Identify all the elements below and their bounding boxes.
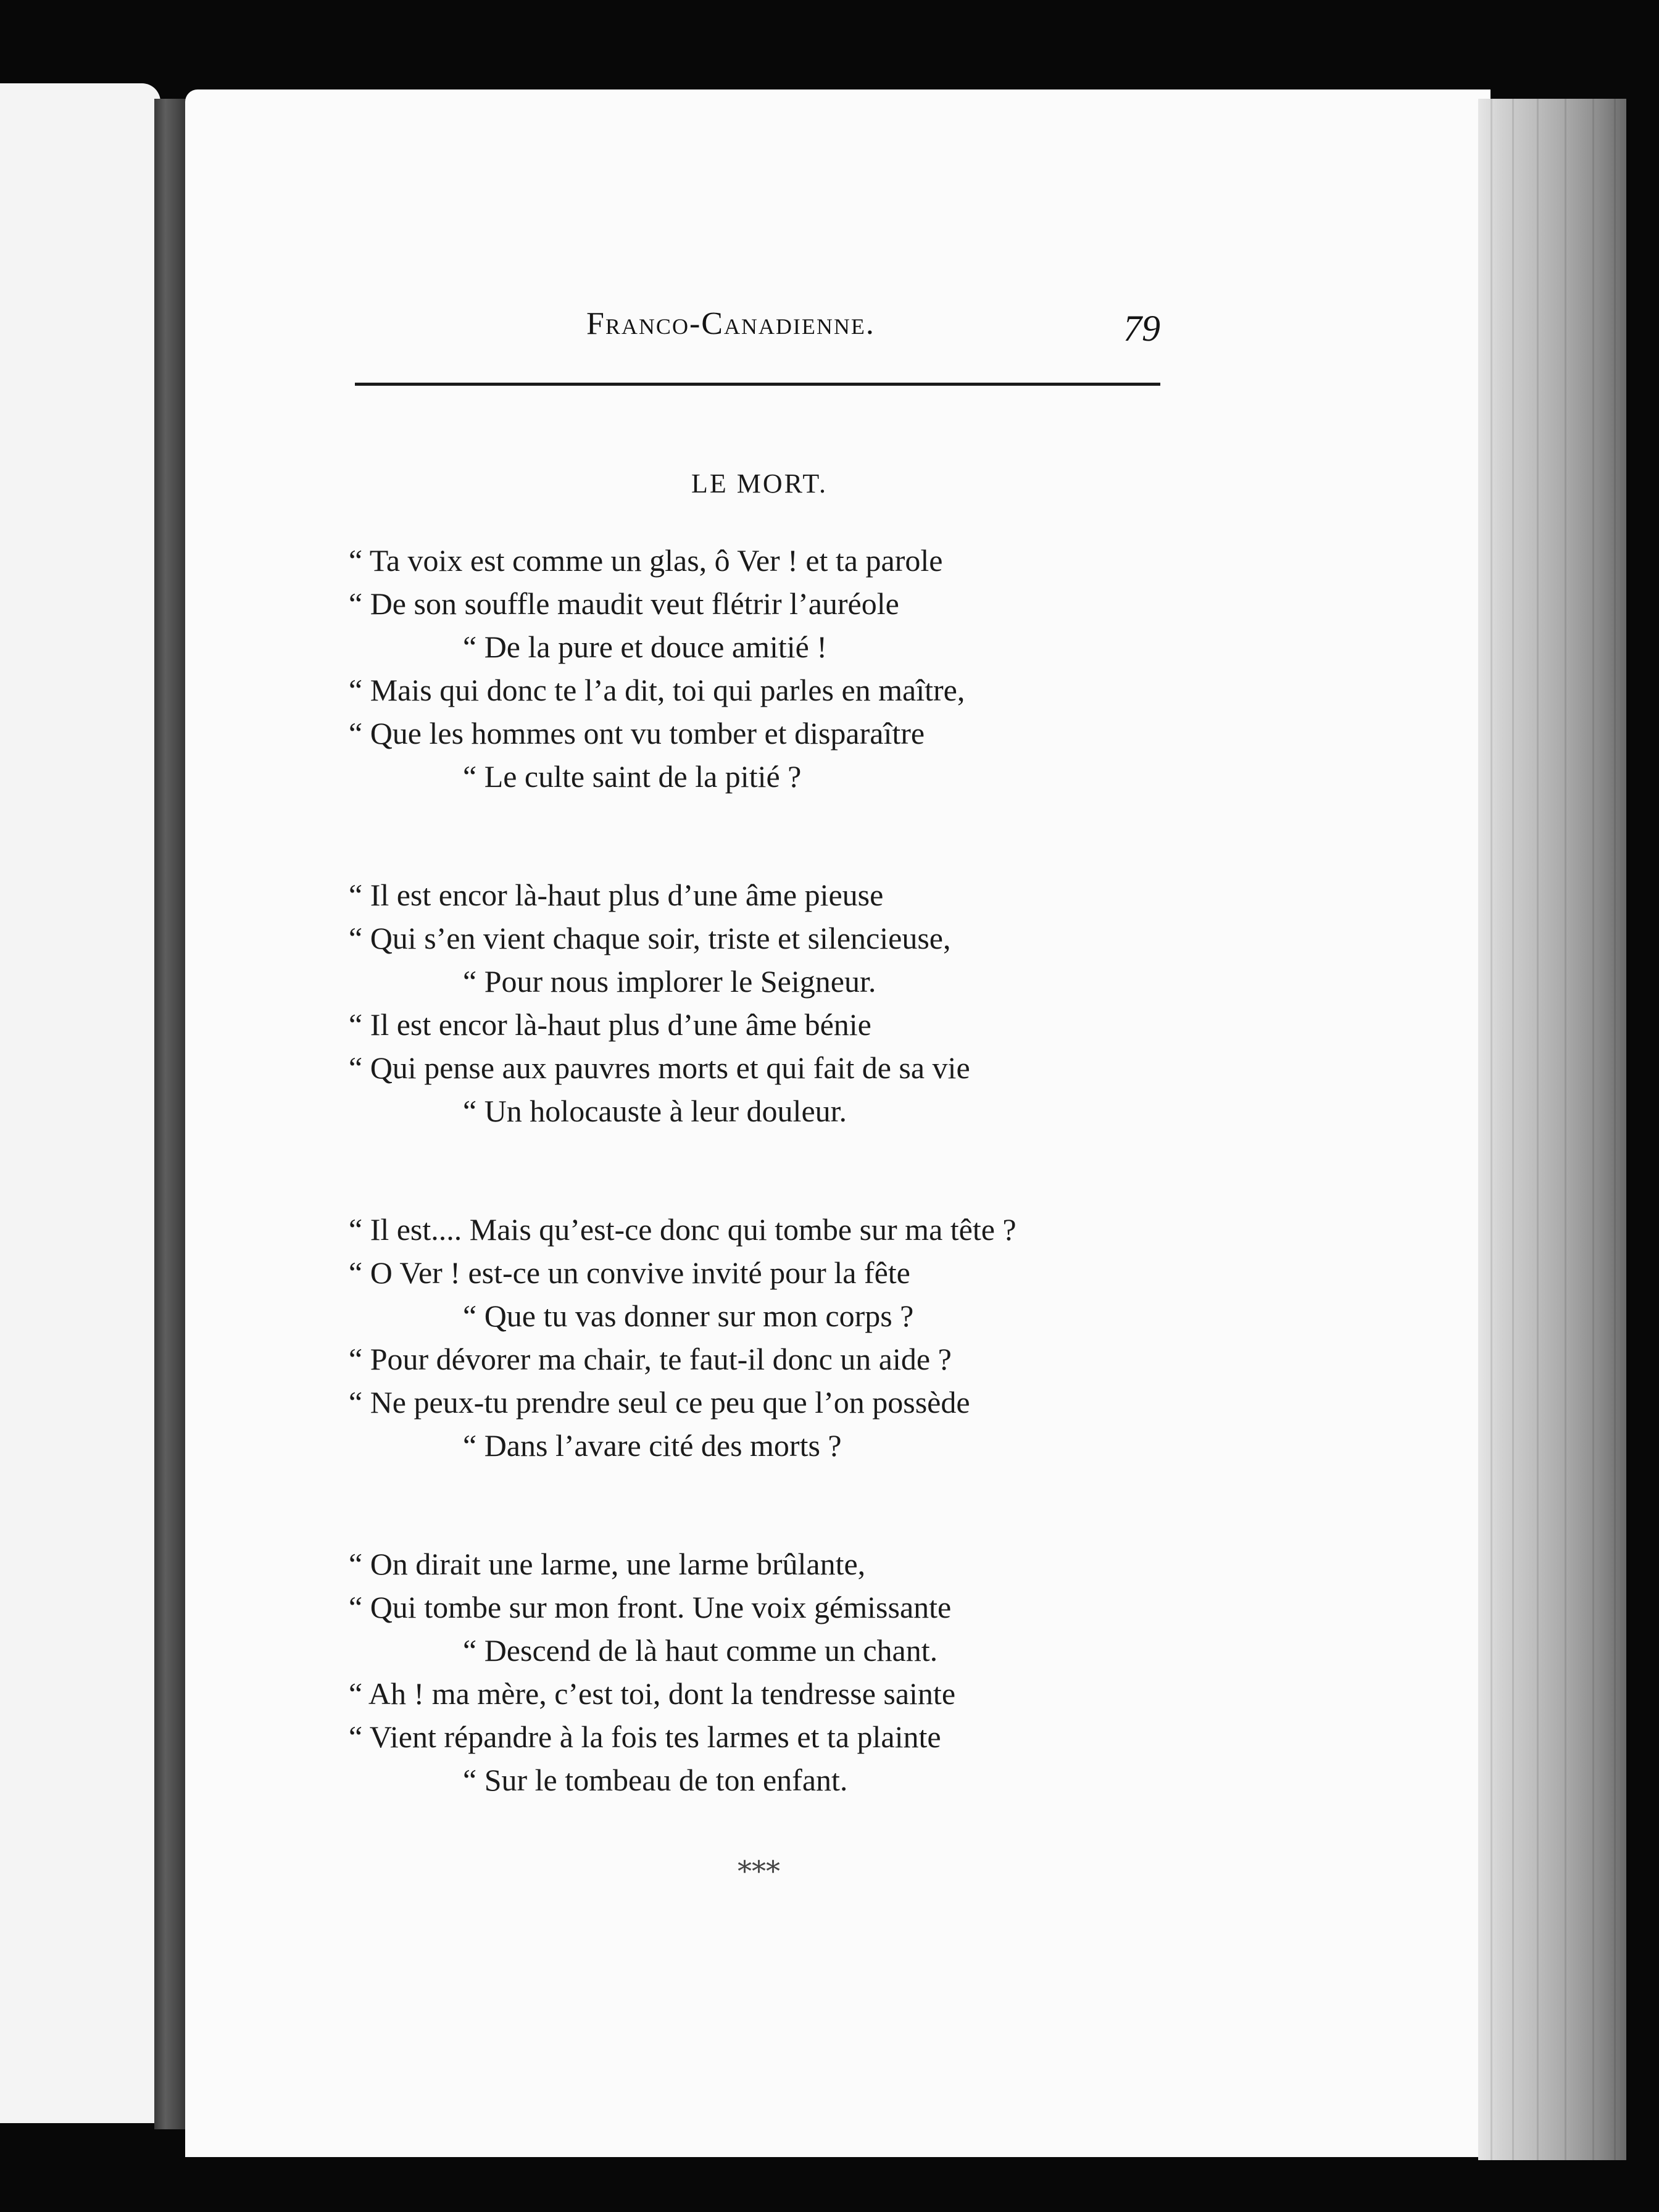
running-header: Franco-Canadienne.	[586, 306, 875, 341]
poem-line: “ Descend de là haut comme un chant.	[463, 1633, 938, 1668]
poem-line: “ Pour nous implorer le Seigneur.	[463, 964, 876, 999]
poem-line: “ Ta voix est comme un glas, ô Ver ! et ta parole	[349, 543, 943, 578]
poem-line: “ Qui tombe sur mon front. Une voix gémissante	[349, 1590, 952, 1624]
poem-line: “ Sur le tombeau de ton enfant.	[463, 1763, 848, 1797]
poem-line: “ Le culte saint de la pitié ?	[463, 759, 802, 794]
poem-line: “ Que tu vas donner sur mon corps ?	[463, 1299, 914, 1333]
poem-line: “ De la pure et douce amitié !	[463, 630, 827, 664]
poem-line: “ Mais qui donc te l’a dit, toi qui parles en maître,	[349, 673, 965, 707]
poem-line: “ De son souffle maudit veut flétrir l’auréole	[349, 586, 899, 621]
poem-line: “ O Ver ! est-ce un convive invité pour la fête	[349, 1255, 910, 1290]
poem-line: “ Un holocauste à leur douleur.	[463, 1094, 847, 1128]
poem-line: “ Vient répandre à la fois tes larmes et ta plainte	[349, 1719, 941, 1754]
poem-line: “ Il est encor là-haut plus d’une âme pieuse	[349, 878, 884, 912]
poem-line: “ Qui s’en vient chaque soir, triste et silencieuse,	[349, 921, 951, 955]
poem-line: “ Que les hommes ont vu tomber et disparaître	[349, 716, 925, 750]
facing-page	[0, 83, 160, 2123]
poem-line: “ Pour dévorer ma chair, te faut-il donc un aide ?	[349, 1342, 952, 1376]
poem-line: “ Ne peux-tu prendre seul ce peu que l’on possède	[349, 1385, 970, 1420]
poem-line: “ Il est encor là-haut plus d’une âme bénie	[349, 1007, 871, 1042]
poem-line: “ On dirait une larme, une larme brûlante,	[349, 1547, 866, 1581]
asterism-ornament: ⁎⁎⁎	[738, 1847, 780, 1878]
page-fore-edge	[1478, 99, 1626, 2160]
header-rule	[355, 383, 1160, 386]
poem-line: “ Qui pense aux pauvres morts et qui fait de sa vie	[349, 1050, 970, 1085]
page-number: 79	[1123, 308, 1160, 349]
poem-line: “ Il est.... Mais qu’est-ce donc qui tombe sur ma tête ?	[349, 1212, 1017, 1247]
poem-title: LE MORT.	[691, 468, 828, 499]
poem-line: “ Dans l’avare cité des morts ?	[463, 1428, 842, 1463]
poem-line: “ Ah ! ma mère, c’est toi, dont la tendresse sainte	[349, 1676, 956, 1711]
